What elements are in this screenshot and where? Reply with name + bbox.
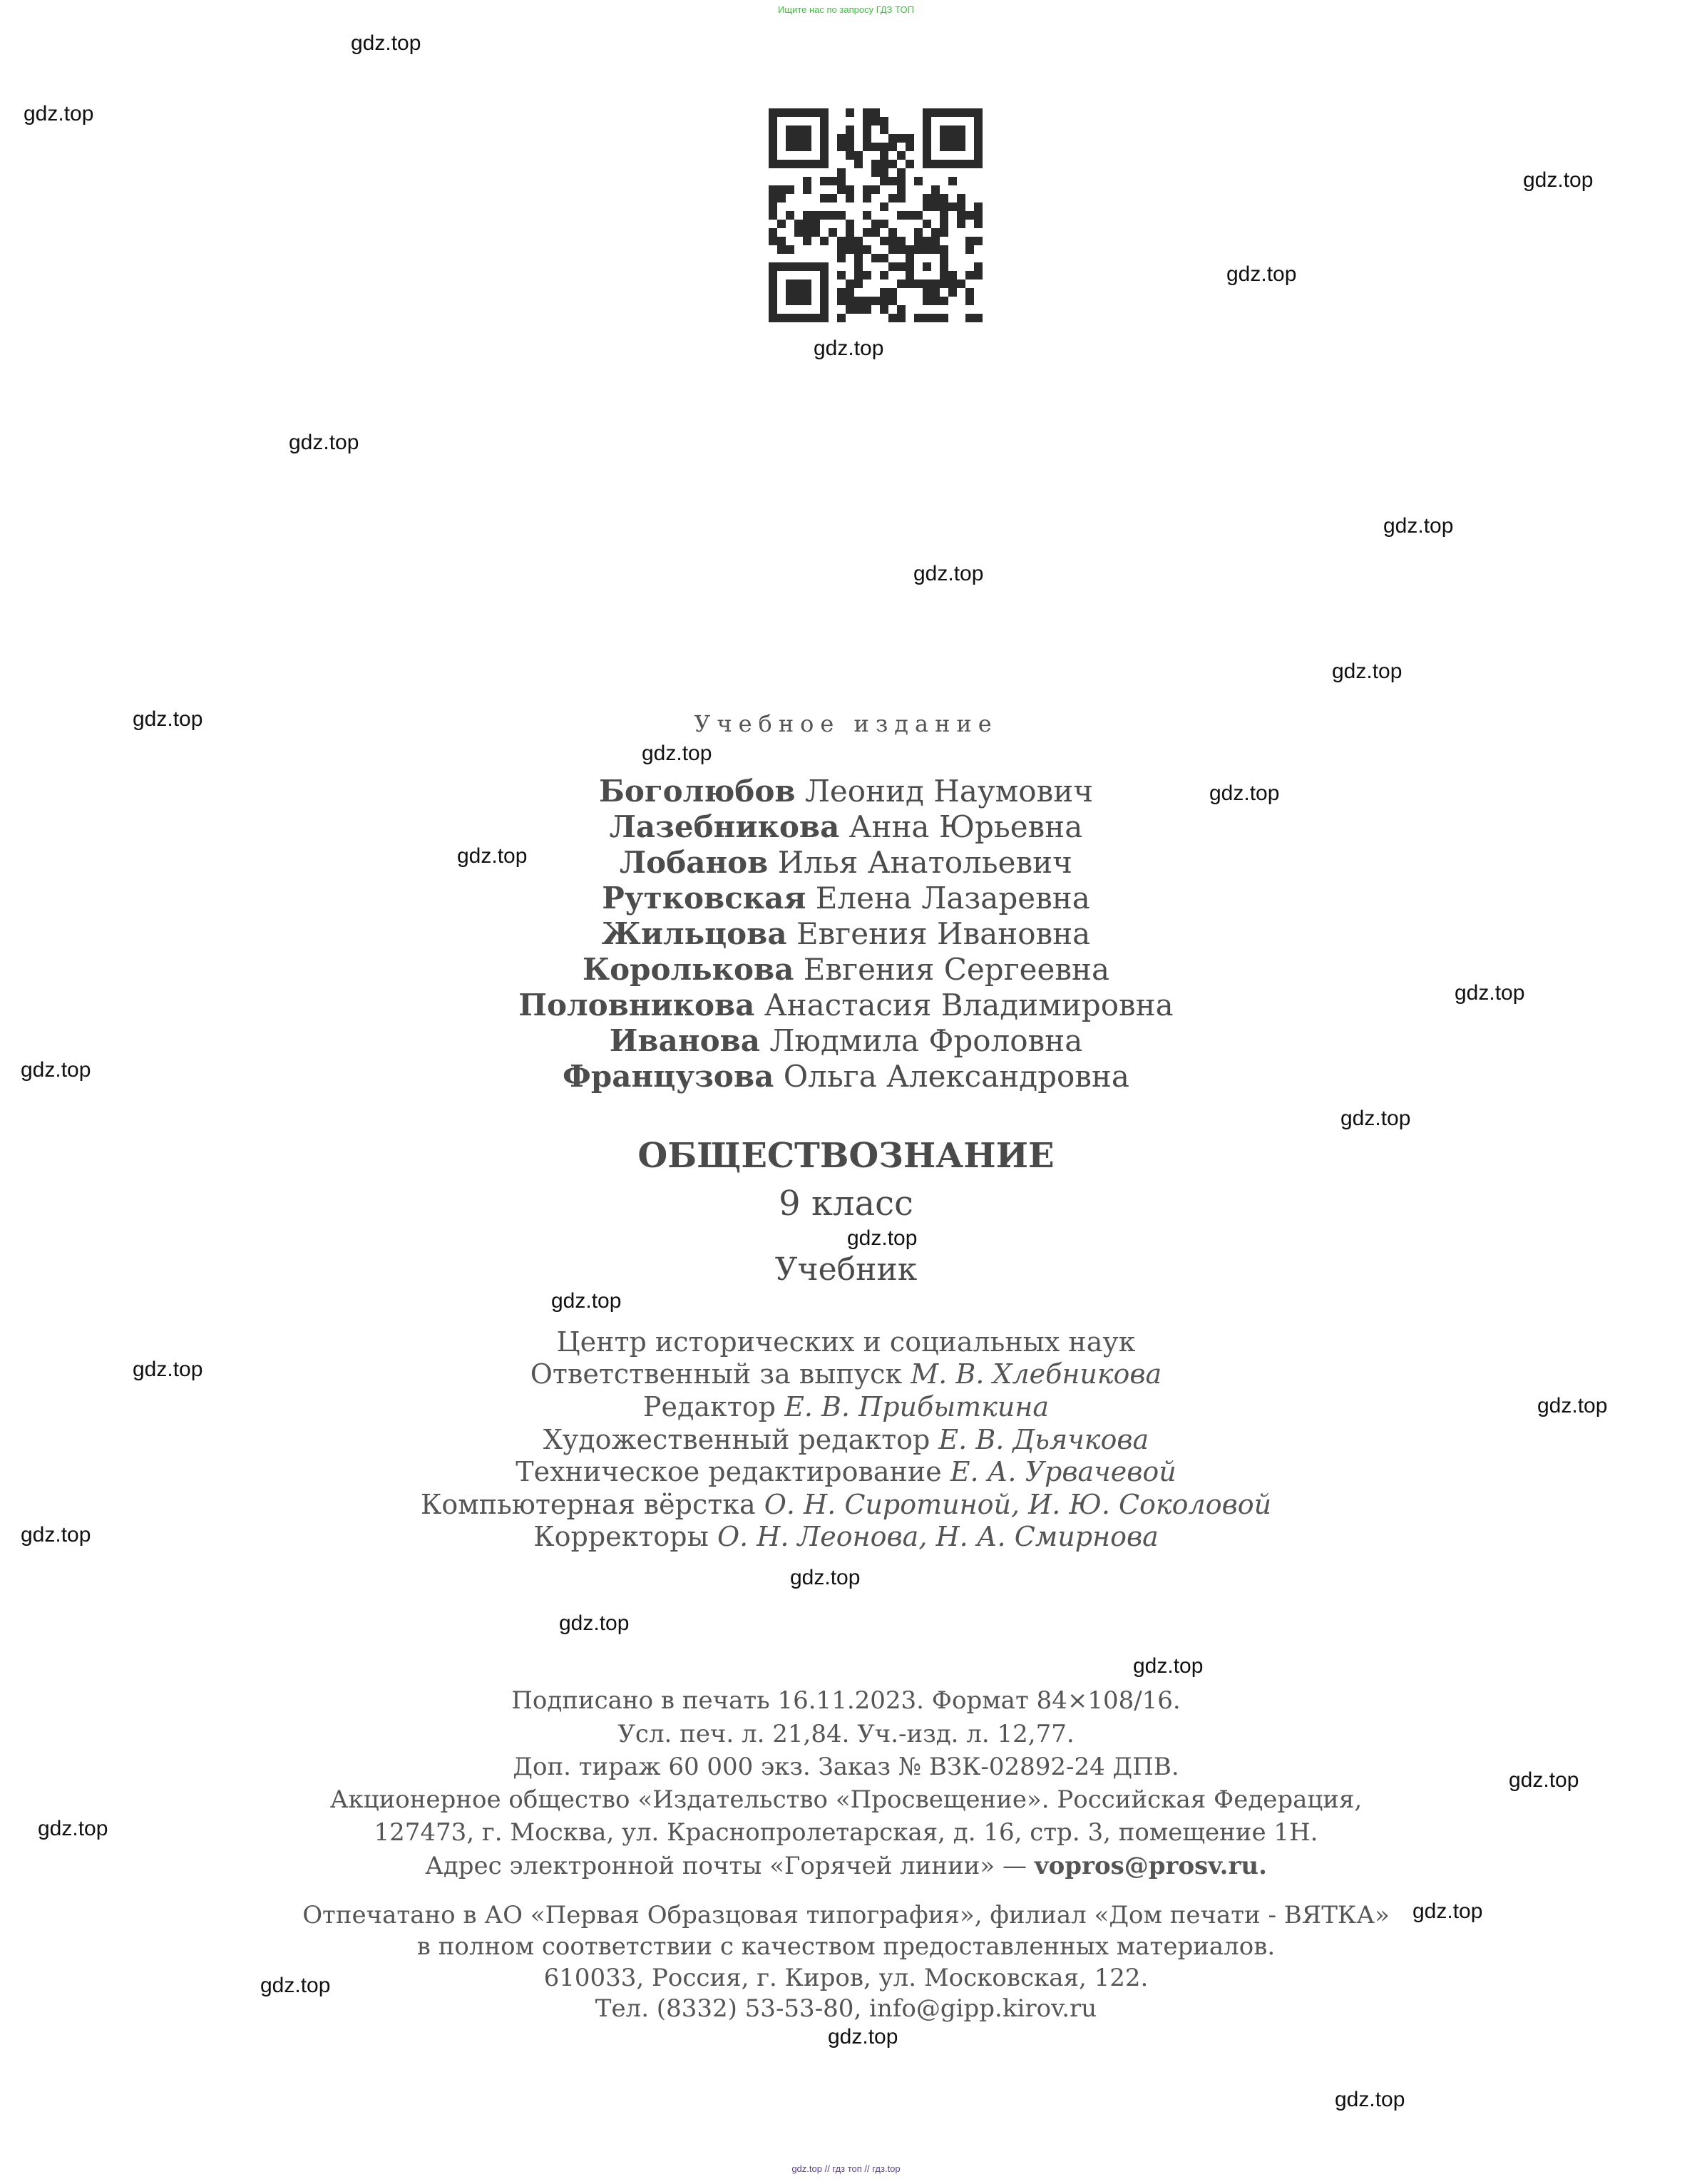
credit-role: Центр исторических и социальных наук [556, 1326, 1136, 1358]
watermark: gdz.top [1133, 1654, 1204, 1678]
author-given-names: Леонид Наумович [804, 774, 1094, 809]
author-given-names: Людмила Фроловна [769, 1023, 1083, 1058]
author-line [0, 845, 1692, 880]
credit-line [0, 1489, 1692, 1520]
printer-line: 610033, Россия, г. Киров, ул. Московская, 122. [543, 1964, 1149, 1992]
watermark: gdz.top [1509, 1768, 1579, 1792]
imprint-line: Акционерное общество «Издательство «Просвещение». Российская Федерация, [329, 1785, 1363, 1814]
watermark: gdz.top [457, 844, 528, 868]
watermark: gdz.top [642, 742, 712, 765]
author-surname: Жильцова [601, 916, 787, 951]
credit-names: Е. В. Дьячкова [938, 1424, 1149, 1455]
watermark: gdz.top [38, 1817, 108, 1840]
credit-names: О. Н. Сиротиной, И. Ю. Соколовой [764, 1489, 1272, 1520]
credit-role: Ответственный за выпуск [530, 1358, 903, 1390]
watermark: gdz.top [1537, 1394, 1608, 1417]
imprint-line: Подписано в печать 16.11.2023. Формат 84×108/16. [511, 1686, 1181, 1715]
author-given-names: Ольга Александровна [783, 1059, 1129, 1094]
printer-line: в полном соответствии с качеством предоставленных материалов. [416, 1932, 1276, 1961]
watermark: gdz.top [24, 102, 94, 125]
credit-role: Техническое редактирование [516, 1456, 942, 1487]
watermark: gdz.top [1455, 981, 1525, 1005]
author-given-names: Евгения Сергеевна [803, 952, 1110, 987]
watermark: gdz.top [828, 2025, 898, 2049]
credit-role: Художественный редактор [543, 1424, 930, 1455]
imprint-line: Усл. печ. л. 21,84. Уч.-изд. л. 12,77. [617, 1720, 1075, 1748]
watermark: gdz.top [21, 1523, 91, 1547]
author-surname: Лобанов [620, 845, 769, 880]
credit-role: Компьютерная вёрстка [420, 1489, 756, 1520]
watermark: gdz.top [559, 1611, 630, 1635]
watermark: gdz.top [847, 1226, 918, 1250]
author-surname: Французова [563, 1059, 774, 1094]
credit-line [0, 1391, 1692, 1422]
author-given-names: Илья Анатольевич [777, 845, 1072, 880]
printer-line: Отпечатано в АО «Первая Образцовая типография», филиал «Дом печати - ВЯТКА» [302, 1901, 1390, 1929]
book-type: Учебник [774, 1251, 918, 1288]
watermark: gdz.top [1340, 1107, 1411, 1130]
book-grade: 9 класс [779, 1184, 913, 1224]
hotline-email: vopros@prosv.ru. [1034, 1852, 1267, 1880]
author-surname: Боголюбов [598, 774, 796, 809]
watermark: gdz.top [1226, 262, 1297, 286]
watermark: gdz.top [260, 1974, 331, 1997]
credit-names: Е. В. Прибыткина [784, 1391, 1050, 1422]
author-surname: Королькова [582, 952, 794, 987]
top-banner: Ищите нас по запросу ГДЗ ТОП [778, 4, 914, 15]
watermark: gdz.top [1383, 514, 1454, 538]
watermark: gdz.top [814, 337, 884, 360]
watermark: gdz.top [133, 1358, 203, 1381]
watermark: gdz.top [1412, 1900, 1483, 1923]
credit-names: О. Н. Леонова, Н. А. Смирнова [717, 1521, 1159, 1552]
watermark: gdz.top [351, 31, 421, 55]
author-line [0, 774, 1692, 809]
author-line [0, 809, 1692, 844]
hotline-label: Адрес электронной почты «Горячей линии» — [425, 1852, 1035, 1880]
credit-names: М. В. Хлебникова [911, 1358, 1162, 1390]
author-line [0, 916, 1692, 951]
watermark: gdz.top [551, 1289, 622, 1313]
footer-banner: gdz.top // гдз топ // гдз.top [791, 2163, 901, 2174]
author-given-names: Анна Юрьевна [848, 809, 1083, 844]
credit-line [0, 1456, 1692, 1487]
author-line [0, 952, 1692, 987]
author-given-names: Евгения Ивановна [796, 916, 1091, 951]
credit-line [0, 1424, 1692, 1455]
imprint-line [0, 1852, 1692, 1880]
author-surname: Иванова [609, 1023, 760, 1058]
watermark: gdz.top [133, 707, 203, 731]
author-line [0, 1059, 1692, 1094]
credit-names: Е. А. Урвачевой [950, 1456, 1176, 1487]
watermark: gdz.top [1523, 168, 1594, 192]
author-surname: Половникова [518, 988, 755, 1022]
watermark: gdz.top [289, 431, 359, 454]
edition-type: Учебное издание [694, 710, 998, 737]
credit-line [0, 1521, 1692, 1552]
credit-line [0, 1358, 1692, 1390]
watermark: gdz.top [1209, 781, 1280, 805]
credit-role: Корректоры [533, 1521, 709, 1552]
author-surname: Рутковская [602, 881, 806, 916]
book-subject: ОБЩЕСТВОЗНАНИЕ [637, 1136, 1055, 1176]
watermark: gdz.top [1335, 2088, 1405, 2111]
credit-role: Редактор [642, 1391, 776, 1422]
printer-line: Тел. (8332) 53-53-80, info@gipp.kirov.ru [595, 1994, 1097, 2023]
imprint-line: Доп. тираж 60 000 экз. Заказ № ВЗК-02892-24 ДПВ. [513, 1753, 1179, 1781]
author-line [0, 988, 1692, 1022]
watermark: gdz.top [1332, 660, 1403, 683]
watermark: gdz.top [790, 1566, 861, 1589]
watermark: gdz.top [913, 562, 984, 585]
imprint-line: 127473, г. Москва, ул. Краснопролетарская, д. 16, стр. 3, помещение 1Н. [374, 1818, 1318, 1847]
author-given-names: Елена Лазаревна [815, 881, 1090, 916]
author-line [0, 881, 1692, 916]
author-line [0, 1023, 1692, 1058]
author-surname: Лазебникова [609, 809, 840, 844]
qr-code [769, 108, 983, 322]
watermark: gdz.top [21, 1058, 91, 1082]
author-given-names: Анастасия Владимировна [764, 988, 1174, 1022]
credit-line [0, 1326, 1692, 1358]
